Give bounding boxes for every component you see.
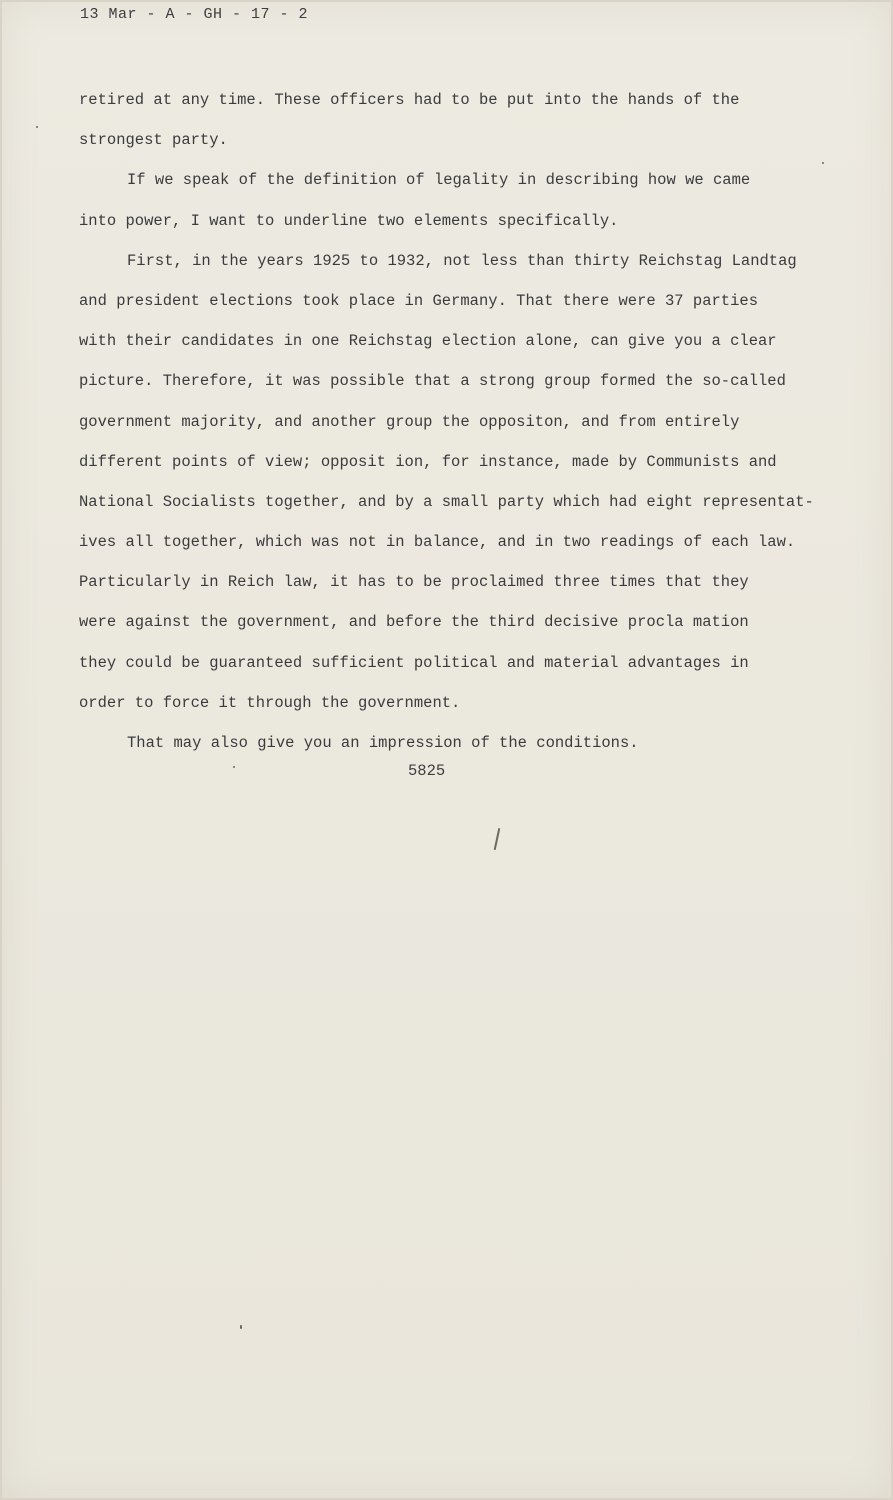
document-header: 13 Mar - A - GH - 17 - 2 xyxy=(80,6,309,23)
page-number: 5825 xyxy=(408,762,446,780)
text-line: different points of view; opposit ion, for instance, made by Communists and xyxy=(79,452,777,471)
text-line: ives all together, which was not in balance, and in two readings of each law. xyxy=(79,533,796,552)
text-line: with their candidates in one Reichstag election alone, can give you a clear xyxy=(79,332,777,351)
paper-speck xyxy=(233,766,235,768)
text-line: First, in the years 1925 to 1932, not less than thirty Reichstag Landtag xyxy=(127,251,797,270)
text-line: That may also give you an impression of the conditions. xyxy=(127,734,639,752)
paper-speck xyxy=(36,126,38,128)
text-line: If we speak of the definition of legality in describing how we came xyxy=(127,171,751,190)
paper-speck xyxy=(240,1325,242,1329)
document-body xyxy=(79,80,869,763)
paper-speck xyxy=(822,162,824,164)
text-line: they could be guaranteed sufficient political and material advantages in xyxy=(79,653,749,672)
text-line: government majority, and another group the oppositon, and from entirely xyxy=(79,412,740,431)
text-line: strongest party. xyxy=(79,131,228,150)
stray-pen-mark xyxy=(494,828,500,850)
text-line: National Socialists together, and by a small party which had eight representat- xyxy=(79,492,814,511)
text-line: picture. Therefore, it was possible that a strong group formed the so-called xyxy=(79,372,786,391)
text-line: and president elections took place in Germany. That there were 37 parties xyxy=(79,291,759,310)
text-line: retired at any time. These officers had to be put into the hands of the xyxy=(79,91,740,109)
text-line: were against the government, and before the third decisive procla mation xyxy=(79,613,749,632)
text-line: order to force it through the government. xyxy=(79,693,461,712)
text-line: Particularly in Reich law, it has to be proclaimed three times that they xyxy=(79,573,749,592)
text-line: into power, I want to underline two elements specifically. xyxy=(79,211,619,230)
